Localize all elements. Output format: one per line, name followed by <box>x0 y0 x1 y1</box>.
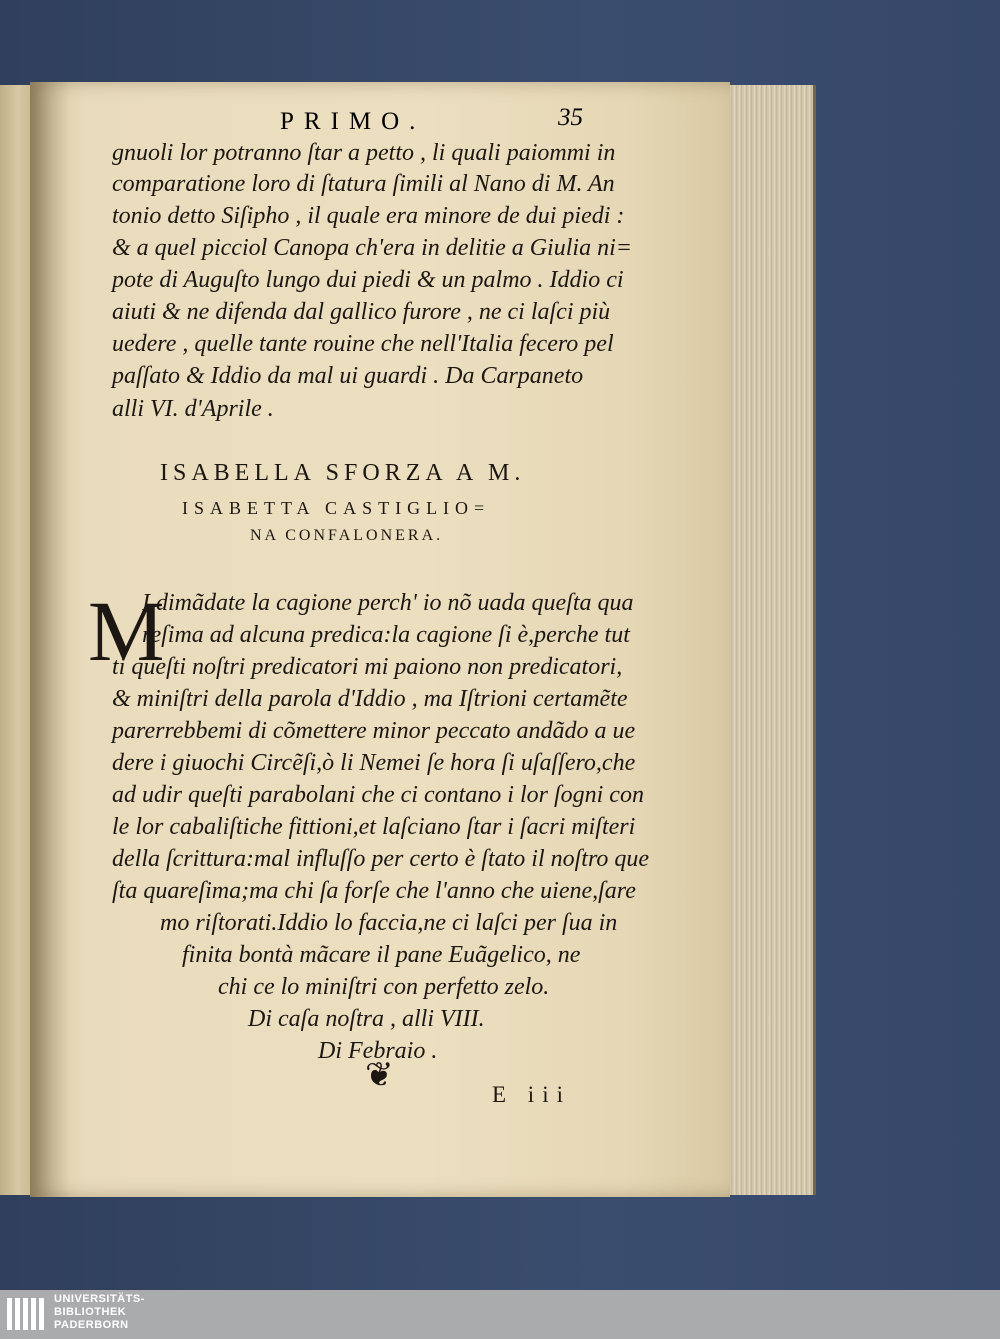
closing-line: Di caſa noſtra , alli VIII. <box>248 1006 485 1032</box>
letter-heading-line1: ISABELLA SFORZA A M. <box>160 460 526 486</box>
spine-shadow <box>30 82 70 1197</box>
text-line: ad udir queſti parabolani che ci contano i lor ſogni con <box>112 782 644 808</box>
text-line: I dimãdate la cagione perch' io nõ uada queſta qua <box>142 590 634 616</box>
text-line: & miniſtri della parola d'Iddio , ma Iſtrioni certamẽte <box>112 686 628 712</box>
text-line: aiuti & ne difenda dal gallico furore , ne ci laſci più <box>112 299 611 325</box>
text-line: pote di Auguſto lungo dui piedi & un palmo . Iddio ci <box>112 267 624 293</box>
letter-heading-line3: NA CONFALONERA. <box>250 527 444 544</box>
text-line: & a quel picciol Canopa ch'era in delitie a Giulia ni= <box>112 235 632 261</box>
logo-line: UNIVERSITÄTS- <box>54 1293 145 1305</box>
text-line: parerrebbemi di cõmettere minor peccato andãdo a ue <box>112 718 636 744</box>
drop-cap: M <box>88 583 165 679</box>
running-head-title: PRIMO. <box>280 108 426 135</box>
text-line: della ſcrittura:mal influſſo per certo è ſtato il noſtro que <box>112 846 650 872</box>
page-number: 35 <box>558 104 583 131</box>
text-line: alli VI. d'Aprile . <box>112 396 274 422</box>
previous-page-edge <box>0 85 32 1195</box>
text-line: le lor cabaliſtiche fittioni,et laſciano ſtar i ſacri miſteri <box>112 814 636 840</box>
logo-line: BIBLIOTHEK <box>54 1306 127 1318</box>
fleuron-ornament: ❦ <box>365 1055 394 1095</box>
letter-heading-line2: ISABETTA CASTIGLIO= <box>182 498 491 518</box>
library-logo-text <box>54 1293 145 1332</box>
text-line: chi ce lo miniſtri con perfetto zelo. <box>218 974 550 1000</box>
library-logo-icon <box>6 1294 46 1334</box>
text-line: ti queſti noſtri predicatori mi paiono non predicatori, <box>112 654 623 680</box>
signature-mark: E iii <box>492 1082 571 1107</box>
running-head <box>280 104 610 140</box>
text-line: ſta quareſima;ma chi ſa forſe che l'anno che uiene,ſare <box>112 878 636 904</box>
page-edges <box>718 85 816 1195</box>
text-line: uedere , quelle tante rouine che nell'Italia fecero pel <box>112 331 614 357</box>
text-line: gnuoli lor potranno ſtar a petto , li quali paiommi in <box>112 140 616 166</box>
text-line: tonio detto Siſipho , il quale era minore de dui piedi : <box>112 203 625 229</box>
logo-line: PADERBORN <box>54 1319 129 1331</box>
text-line: dere i giuochi Circẽſi,ò li Nemei ſe hora ſi uſaſſero,che <box>112 750 636 776</box>
text-line: finita bontà mãcare il pane Euãgelico, ne <box>182 942 581 968</box>
text-line: mo riſtorati.Iddio lo faccia,ne ci laſci per ſua in <box>160 910 618 936</box>
text-line: paſſato & Iddio da mal ui guardi . Da Carpaneto <box>112 363 584 389</box>
footer-bar <box>0 1290 1000 1339</box>
text-line: comparatione loro di ſtatura ſimili al Nano di M. An <box>112 171 615 197</box>
text-line: reſima ad alcuna predica:la cagione ſi è,perche tut <box>142 622 630 648</box>
closing-date: Di Febraio . <box>318 1038 438 1064</box>
